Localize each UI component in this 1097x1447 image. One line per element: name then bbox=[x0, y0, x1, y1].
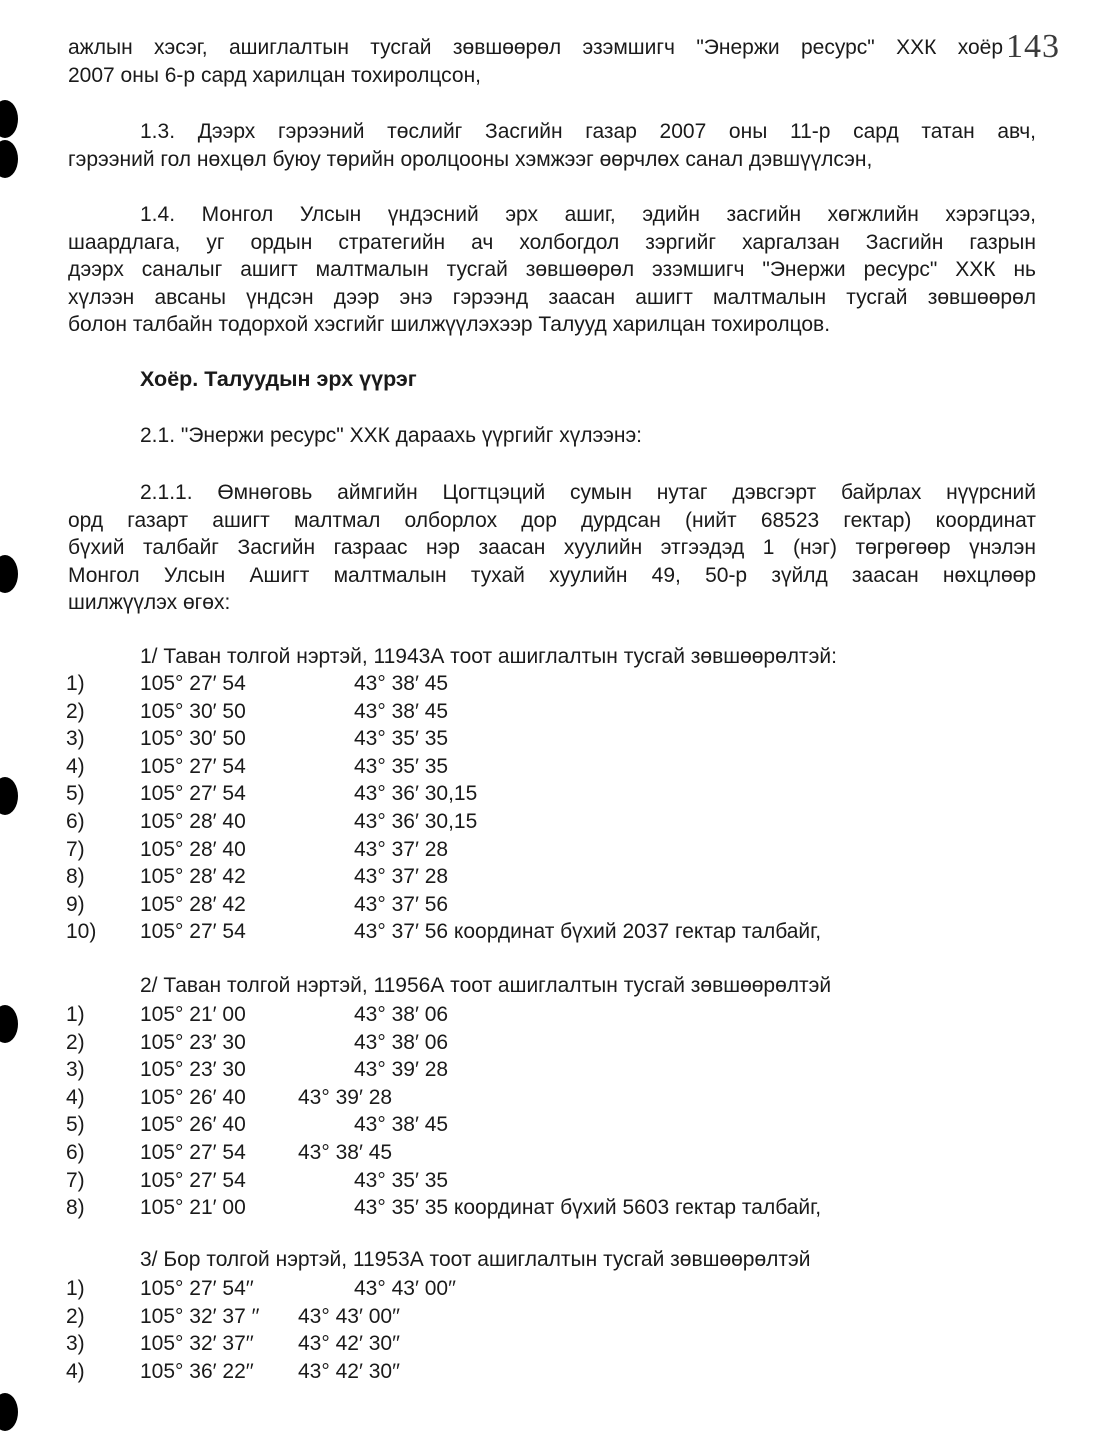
coord-latitude: 43° 39′ 28 bbox=[354, 1058, 449, 1082]
coord-longitude: 105° 28′ 40 bbox=[140, 810, 246, 833]
coord-index: 8) bbox=[66, 1196, 85, 1220]
coord-latitude: 43° 38′ 45 bbox=[298, 1141, 393, 1164]
coord-list-title: 2/ Таван толгой нэртэй, 11956А тоот ашиглалтын тусгай зөвшөөрөлтэй bbox=[140, 974, 832, 997]
coord-index: 7) bbox=[66, 1168, 85, 1192]
coord-latitude: 43° 42′ 30′′ bbox=[298, 1332, 400, 1356]
coord-longitude: 105° 30′ 50 bbox=[140, 699, 246, 723]
coord-longitude: 105° 27′ 54 bbox=[140, 1168, 246, 1192]
text-line: хүлээн авсаны үндсэн дээр энэ гэрээнд заасан ашигт малтмалын тусгай зөвшөөрөл bbox=[68, 285, 1036, 309]
coord-latitude: 43° 38′ 06 bbox=[354, 1030, 449, 1054]
coord-latitude: 43° 37′ 28 bbox=[354, 837, 449, 861]
coord-latitude: 43° 36′ 30,15 bbox=[354, 810, 478, 833]
coord-latitude: 43° 35′ 35 bbox=[354, 727, 449, 751]
text-line: бүхий талбайг Засгийн газраас нэр заасан хуулийн этгээдэд 1 (нэг) төгрөгөөр үнэлэн bbox=[68, 536, 1036, 559]
coord-longitude: 105° 32′ 37′′ bbox=[140, 1332, 254, 1356]
coord-longitude: 105° 27′ 54 bbox=[140, 672, 246, 695]
text-line: гэрээний гол нөхцөл буюу төрийн оролцооны хэмжээг өөрчлөх санал дэвшүүлсэн, bbox=[68, 147, 873, 171]
coord-longitude: 105° 27′ 54 bbox=[140, 920, 246, 944]
coord-latitude: 43° 38′ 06 bbox=[354, 1003, 449, 1026]
text-line: 2.1.1. Өмнөговь аймгийн Цогтцэций сумын нутаг дэвсгэрт байрлах нүүрсний bbox=[140, 481, 1036, 504]
text-line: болон талбайн тодорхой хэсгийг шилжүүлэхээр Талууд харилцан тохиролцов. bbox=[68, 313, 831, 336]
coord-index: 6) bbox=[66, 1141, 85, 1164]
coord-index: 4) bbox=[66, 1085, 85, 1109]
coord-longitude: 105° 30′ 50 bbox=[140, 727, 246, 751]
coord-index: 1) bbox=[66, 1277, 85, 1300]
binder-hole bbox=[0, 777, 18, 815]
text-line: 2007 оны 6-р сард харилцан тохиролцсон, bbox=[68, 63, 481, 87]
coord-latitude: 43° 35′ 35 координат бүхий 5603 гектар талбайг, bbox=[354, 1196, 822, 1220]
text-line: дээрх саналыг ашигт малтмалын тусгай зөвшөөрөл эзэмшигч "Энержи ресурс" ХХК нь bbox=[68, 258, 1036, 281]
coord-index: 8) bbox=[66, 865, 85, 889]
coord-index: 5) bbox=[66, 1113, 85, 1137]
coord-latitude: 43° 37′ 56 координат бүхий 2037 гектар талбайг, bbox=[354, 920, 822, 944]
coord-latitude: 43° 38′ 45 bbox=[354, 1113, 449, 1137]
coord-index: 1) bbox=[66, 1003, 85, 1026]
coord-latitude: 43° 42′ 30′′ bbox=[298, 1359, 400, 1383]
coord-longitude: 105° 21′ 00 bbox=[140, 1196, 246, 1220]
section-heading: Хоёр. Талуудын эрх үүрэг bbox=[140, 367, 417, 391]
coord-index: 10) bbox=[66, 920, 97, 944]
intro-paragraph bbox=[68, 34, 1036, 89]
coord-index: 7) bbox=[66, 837, 85, 861]
page-number: 143 bbox=[1006, 28, 1060, 65]
text-line: Монгол Улсын Ашигт малтмалын тухай хуулийн 49, 50-р зүйлд заасан нөхцлөөр bbox=[68, 563, 1036, 587]
coord-longitude: 105° 28′ 42 bbox=[140, 865, 246, 889]
paragraph-2-1-1 bbox=[68, 479, 1036, 617]
text-line: 1.4. Монгол Улсын үндэсний эрх ашиг, эдийн засгийн хөгжлийн хэрэгцээ, bbox=[140, 203, 1036, 226]
coord-index: 5) bbox=[66, 782, 85, 806]
coord-longitude: 105° 27′ 54 bbox=[140, 782, 246, 806]
coord-index: 6) bbox=[66, 810, 85, 833]
binder-hole bbox=[0, 1393, 18, 1431]
binder-hole bbox=[0, 140, 18, 178]
coord-latitude: 43° 35′ 35 bbox=[354, 754, 449, 778]
coord-index: 3) bbox=[66, 727, 85, 751]
paragraph-1-3 bbox=[68, 118, 1036, 173]
coord-list-title: 1/ Таван толгой нэртэй, 11943А тоот ашиглалтын тусгай зөвшөөрөлтэй: bbox=[140, 645, 837, 668]
coord-list-title: 3/ Бор толгой нэртэй, 11953А тоот ашиглалтын тусгай зөвшөөрөлтэй bbox=[140, 1248, 811, 1271]
coord-longitude: 105° 27′ 54 bbox=[140, 1141, 246, 1164]
coord-index: 3) bbox=[66, 1058, 85, 1082]
coord-index: 4) bbox=[66, 1359, 85, 1383]
coord-longitude: 105° 26′ 40 bbox=[140, 1113, 246, 1137]
coord-index: 1) bbox=[66, 672, 85, 695]
coord-latitude: 43° 35′ 35 bbox=[354, 1168, 449, 1192]
coord-latitude: 43° 43′ 00′′ bbox=[298, 1304, 400, 1328]
coord-index: 2) bbox=[66, 1030, 85, 1054]
coord-latitude: 43° 39′ 28 bbox=[298, 1085, 393, 1109]
coord-longitude: 105° 23′ 30 bbox=[140, 1058, 246, 1082]
coord-index: 2) bbox=[66, 699, 85, 723]
text-line: шаардлага, уг ордын стратегийн ач холбогдол зэргийг харгалзан Засгийн газрын bbox=[68, 230, 1036, 254]
coord-longitude: 105° 23′ 30 bbox=[140, 1030, 246, 1054]
binder-hole bbox=[0, 1005, 18, 1043]
paragraph-2-1: 2.1. "Энержи ресурс" ХХК дараахь үүргийг хүлээнэ: bbox=[140, 424, 643, 447]
coord-longitude: 105° 32′ 37 ′′ bbox=[140, 1304, 260, 1328]
coord-longitude: 105° 28′ 40 bbox=[140, 837, 246, 861]
coord-latitude: 43° 37′ 28 bbox=[354, 865, 449, 889]
coord-latitude: 43° 36′ 30,15 bbox=[354, 782, 478, 806]
coord-index: 4) bbox=[66, 754, 85, 778]
coord-latitude: 43° 43′ 00′′ bbox=[354, 1277, 456, 1300]
text-line: орд газарт ашигт малтмал олборлох дор дурдсан (нийт 68523 гектар) координат bbox=[68, 508, 1036, 532]
text-line: 1.3. Дээрх гэрээний төслийг Засгийн газар 2007 оны 11-р сард татан авч, bbox=[140, 120, 1036, 143]
coord-index: 9) bbox=[66, 892, 85, 916]
text-line: ажлын хэсэг, ашиглалтын тусгай зөвшөөрөл эзэмшигч "Энержи ресурс" ХХК хоёр bbox=[68, 36, 1003, 59]
binder-hole bbox=[0, 100, 18, 138]
coord-longitude: 105° 26′ 40 bbox=[140, 1085, 246, 1109]
coord-longitude: 105° 36′ 22′′ bbox=[140, 1359, 254, 1383]
binder-hole bbox=[0, 555, 18, 593]
coord-latitude: 43° 38′ 45 bbox=[354, 672, 449, 695]
coord-longitude: 105° 27′ 54 bbox=[140, 754, 246, 778]
coord-index: 2) bbox=[66, 1304, 85, 1328]
paragraph-1-4 bbox=[68, 201, 1036, 339]
coord-longitude: 105° 27′ 54′′ bbox=[140, 1277, 254, 1300]
coord-latitude: 43° 37′ 56 bbox=[354, 892, 449, 916]
coord-latitude: 43° 38′ 45 bbox=[354, 699, 449, 723]
coord-longitude: 105° 21′ 00 bbox=[140, 1003, 246, 1026]
coord-longitude: 105° 28′ 42 bbox=[140, 892, 246, 916]
text-line: шилжүүлэх өгөх: bbox=[68, 591, 231, 614]
coord-index: 3) bbox=[66, 1332, 85, 1356]
